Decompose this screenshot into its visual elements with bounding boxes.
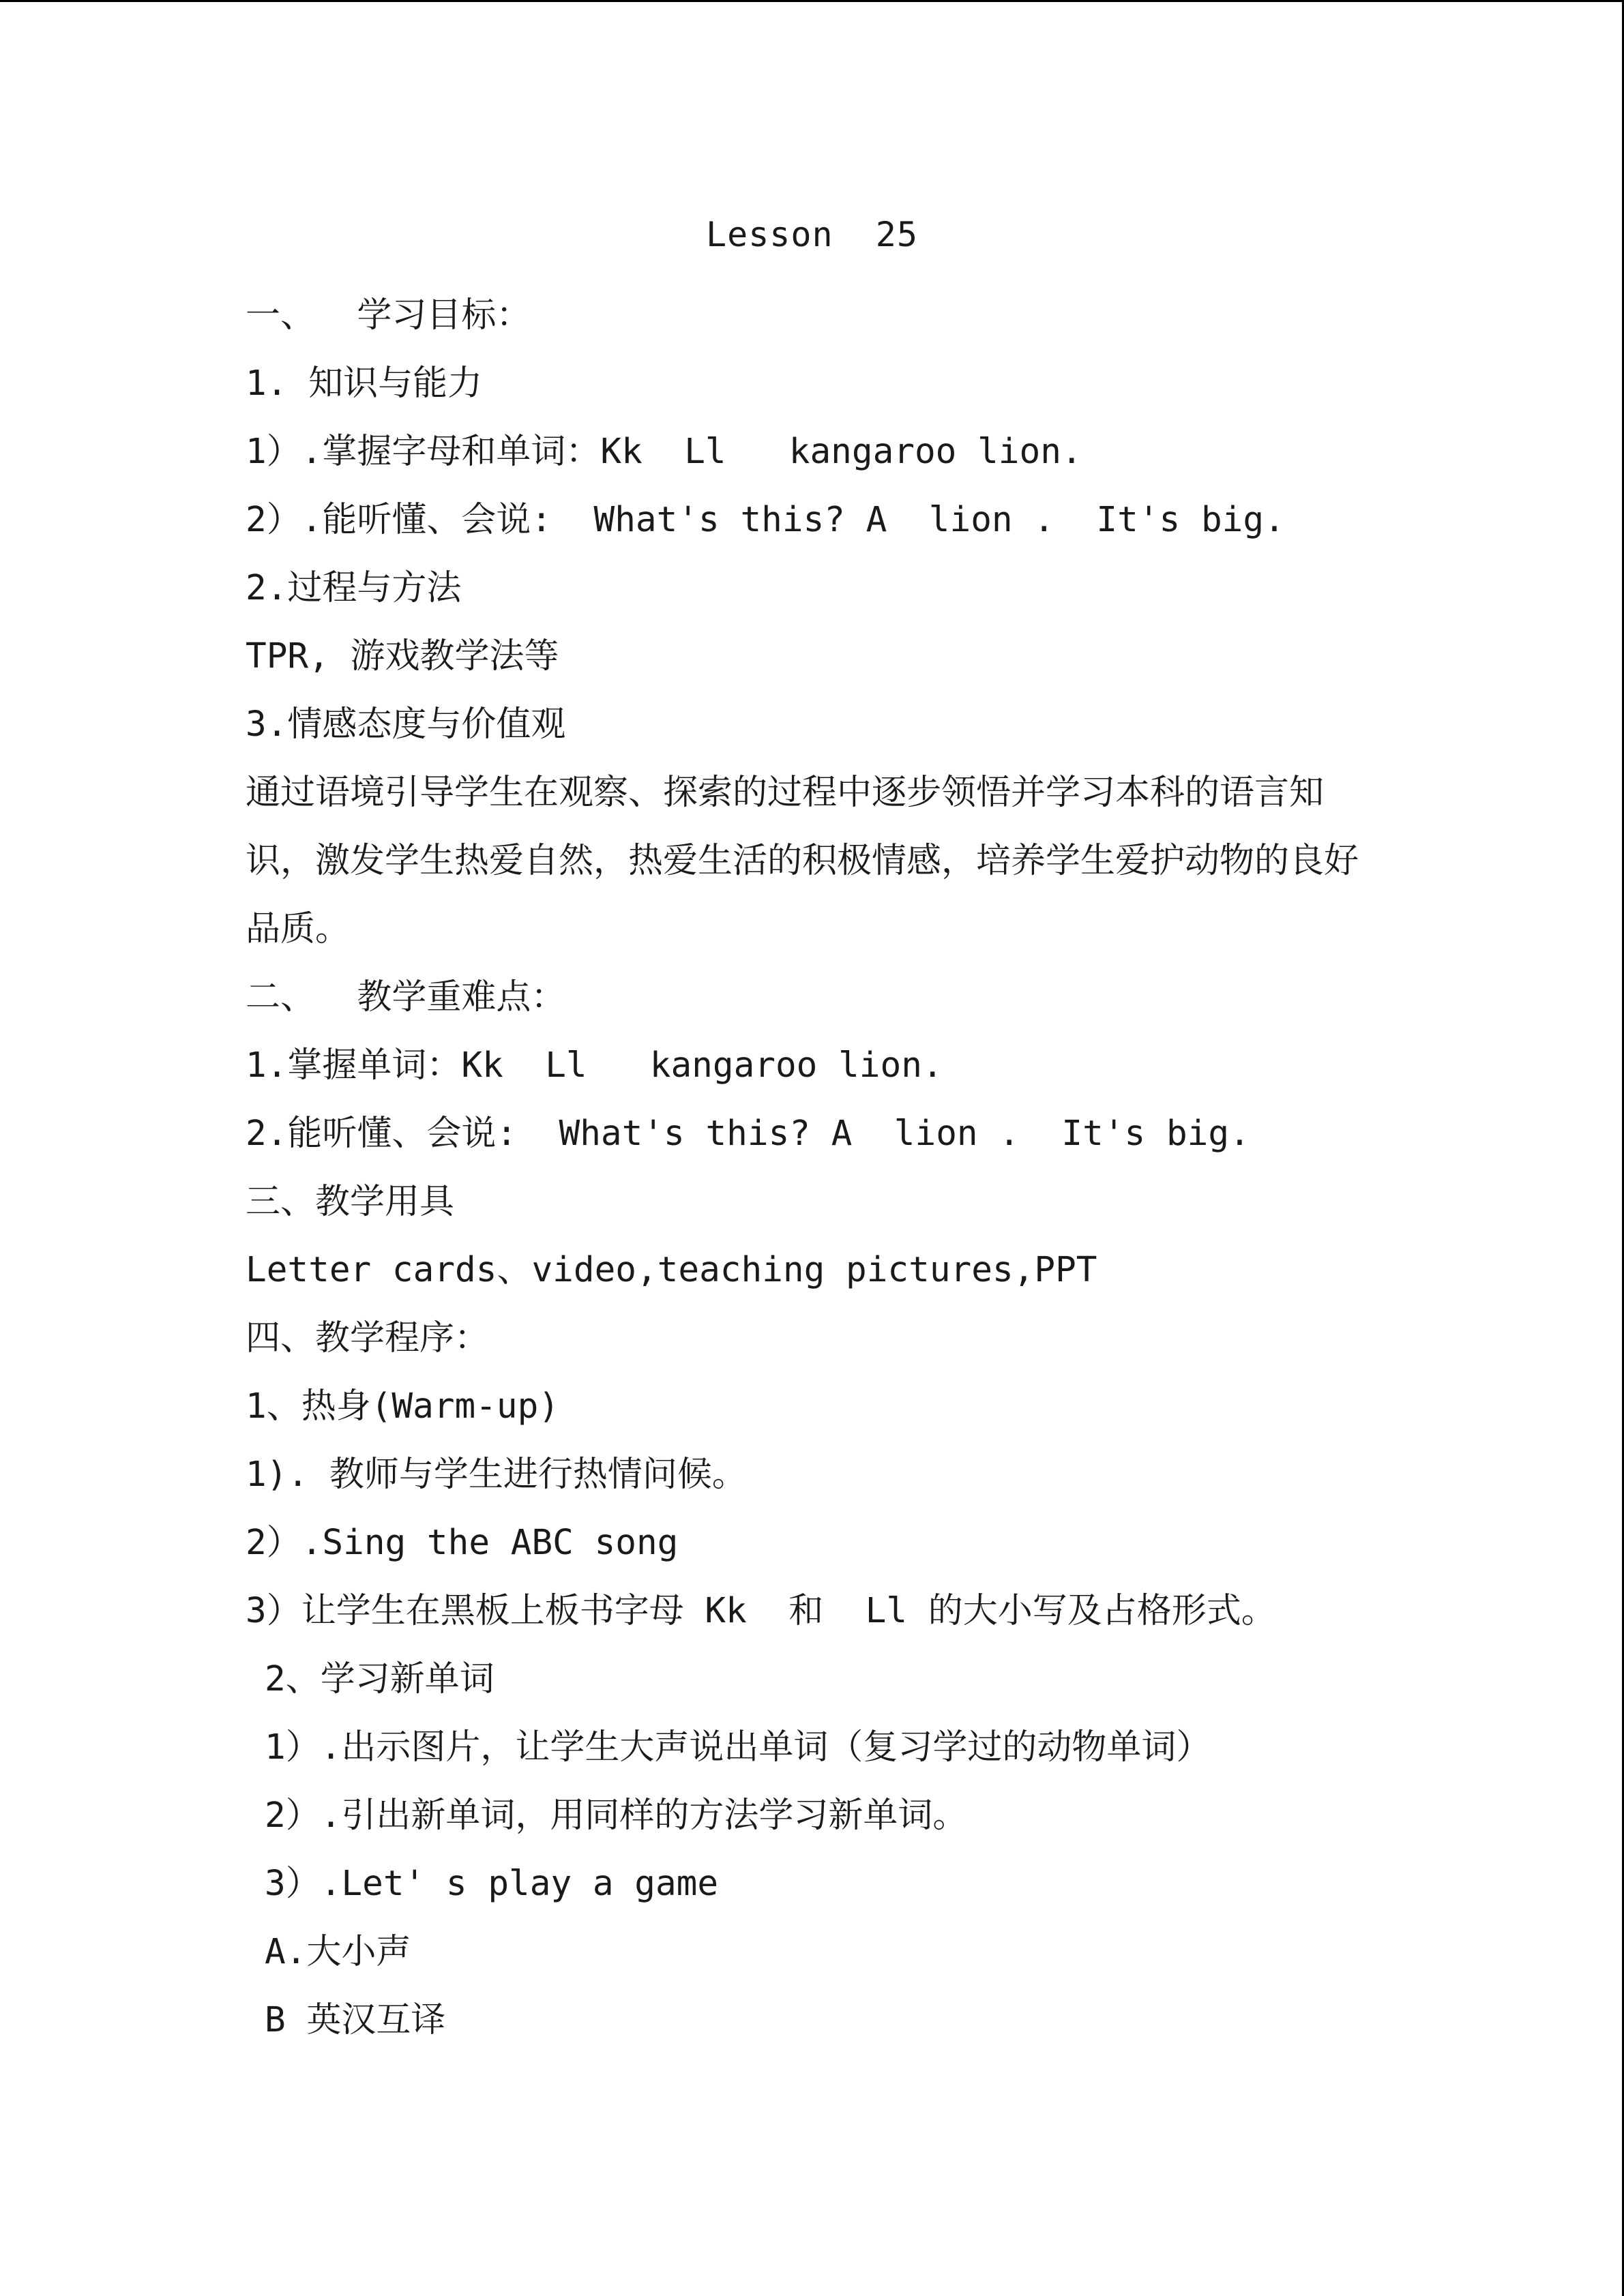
step-heading-new-words: 2、学习新单词 bbox=[265, 1659, 494, 1699]
step-item: 3）.Let' s play a game bbox=[265, 1864, 719, 1904]
subheading-knowledge: 1. 知识与能力 bbox=[246, 363, 483, 404]
step-item: 1）.出示图片，让学生大声说出单词（复习学过的动物单词） bbox=[265, 1727, 1211, 1768]
section-heading-objectives: 一、 学习目标： bbox=[246, 295, 531, 336]
game-item: A.大小声 bbox=[265, 1932, 411, 1972]
step-item: 2）.引出新单词，用同样的方法学习新单词。 bbox=[265, 1795, 968, 1836]
objective-item: 1）.掌握字母和单词：Kk Ll kangaroo lion. bbox=[246, 432, 1082, 472]
section-heading-key-points: 二、 教学重难点： bbox=[246, 977, 566, 1017]
attitude-paragraph: 通过语境引导学生在观察、探索的过程中逐步领悟并学习本科的语言知识，激发学生热爱自然，热爱生活的积极情感，培养学生爱护动物的良好品质。 bbox=[246, 773, 1359, 949]
section-heading-procedure: 四、教学程序： bbox=[246, 1318, 490, 1358]
key-point-item: 1.掌握单词：Kk Ll kangaroo lion. bbox=[246, 1045, 943, 1086]
step-heading-warmup: 1、热身(Warm-up) bbox=[246, 1386, 560, 1427]
subheading-process: 2.过程与方法 bbox=[246, 568, 462, 608]
game-item: B 英汉互译 bbox=[265, 2000, 446, 2040]
step-item: 1). 教师与学生进行热情问候。 bbox=[246, 1455, 747, 1495]
lesson-plan-body bbox=[246, 282, 1378, 2055]
lesson-title: Lesson 25 bbox=[705, 215, 919, 254]
materials-text: Letter cards、video,teaching pictures,PPT bbox=[246, 1250, 1097, 1290]
subheading-attitude: 3.情感态度与价值观 bbox=[246, 704, 566, 745]
objective-item: 2）.能听懂、会说: What's this? A lion . It's big. bbox=[246, 500, 1285, 540]
step-item: 3）让学生在黑板上板书字母 Kk 和 Ll 的大小写及占格形式。 bbox=[246, 1591, 1276, 1631]
step-item: 2）.Sing the ABC song bbox=[246, 1523, 679, 1563]
process-text: TPR, 游戏教学法等 bbox=[246, 636, 559, 676]
section-heading-materials: 三、教学用具 bbox=[246, 1182, 455, 1222]
key-point-item: 2.能听懂、会说: What's this? A lion . It's big. bbox=[246, 1114, 1250, 1154]
